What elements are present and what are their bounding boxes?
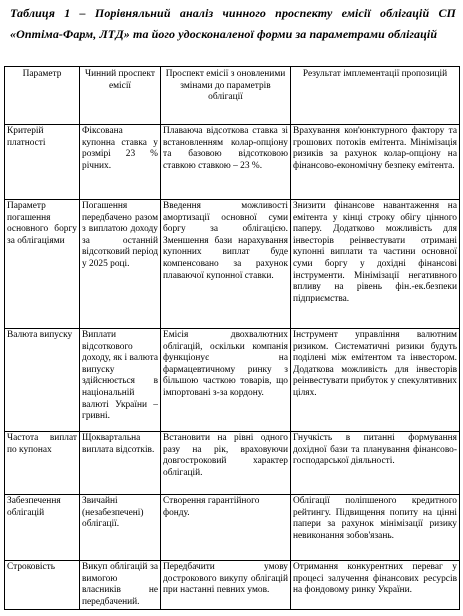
row-proposed: Створення гарантійного фонду.: [161, 495, 291, 561]
row-proposed: Введення можливості амортизації основної суми боргу за облігацією. Зменшення бази нарахування купонних виплат буде компенсовано за рахунок плаваючої купонної ставки.: [161, 200, 291, 329]
row-parameter: Частота виплат по купонах: [5, 432, 80, 495]
row-proposed: Емісія двохвалютних облігацій, оскільки компанія функціонує на фармацевтичному ринку з більшою часткою товарів, що імпортовані з-за кордону.: [161, 329, 291, 432]
row-parameter: Параметр погашення основного боргу за облігаціями: [5, 200, 80, 329]
header-implementation-result: Результат імплементації пропозицій: [291, 67, 460, 125]
table-row: [5, 200, 460, 329]
row-result: Врахування кон'юнктурного фактору та грошових потоків емітента. Мінімізація ризиків за рахунок колар-опціону на фінансово-економічну безпеку емітента.: [291, 125, 460, 200]
table-header-row: [5, 67, 460, 125]
row-parameter: Валюта випуску: [5, 329, 80, 432]
row-parameter: Критерій платності: [5, 125, 80, 200]
row-current: Викуп облігацій за вимогою власників не передбачений.: [80, 561, 161, 610]
row-result: Інструмент управління валютним ризиком. Систематичні ризики будуть поділені між емітентом та інвестором. Додаткова можливість для інвесторів реінвестувати прибуток у спекулятивних цілях.: [291, 329, 460, 432]
table-row: [5, 561, 460, 610]
row-proposed: Встановити на рівні одного разу на рік, враховуючи довгостроковий характер облігацій.: [161, 432, 291, 495]
row-current: Фіксована купонна ставка у розмірі 23 % річних.: [80, 125, 161, 200]
row-result: Гнучкість в питанні формування дохідної бази та планування фінансово-господарської діяльності.: [291, 432, 460, 495]
table-row: [5, 432, 460, 495]
row-proposed: Передбачити умову дострокового викупу облігацій при настанні певних умов.: [161, 561, 291, 610]
table-row: [5, 125, 460, 200]
table-row: [5, 495, 460, 561]
row-parameter: Забезпечення облігацій: [5, 495, 80, 561]
row-result: Облігації поліпшеного кредитного рейтингу. Підвищення попиту на цінні папери за рахунок мінімізації ризику невиконання зобов'язань.: [291, 495, 460, 561]
row-parameter: Строковість: [5, 561, 80, 610]
comparison-table: [4, 66, 460, 610]
row-current: Виплати відсоткового доходу, як і валюта випуску здійснюється в національній валюті України – гривні.: [80, 329, 161, 432]
table-row: [5, 329, 460, 432]
header-current-prospectus: Чинний проспект емісії: [80, 67, 161, 125]
row-result: Знизити фінансове навантаження на емітента у кінці строку обігу цінного паперу. Додатково можливість для інвесторів реінвестувати отримані купонні виплати та частини основної суми боргу у дохідні фінансові інструменти. Мінімізації негативного впливу на рівень фін.-ек.безпеки підприємства.: [291, 200, 460, 329]
row-current: Погашення передбачено разом з виплатою доходу за останній відсотковий період у 2025 році.: [80, 200, 161, 329]
header-parameter: Параметр: [5, 67, 80, 125]
row-result: Отримання конкурентних переваг у процесі залучення фінансових ресурсів на фондовому ринку України.: [291, 561, 460, 610]
row-current: Звичайні (незабезпечені) облігації.: [80, 495, 161, 561]
table-caption: Таблиця 1 – Порівняльний аналіз чинного проспекту емісії облігацій СП «Оптіма-Фарм, ЛТД» та його удосконаленої форми за параметрами облігацій: [10, 6, 456, 41]
row-proposed: Плаваюча відсоткова ставка зі встановленням колар-опціону та базовою відсотковою ставкою ставкою – 23 %.: [161, 125, 291, 200]
header-updated-prospectus: Проспект емісії з оновленими змінами до параметрів облігації: [161, 67, 291, 125]
row-current: Щоквартальна виплата відсотків.: [80, 432, 161, 495]
